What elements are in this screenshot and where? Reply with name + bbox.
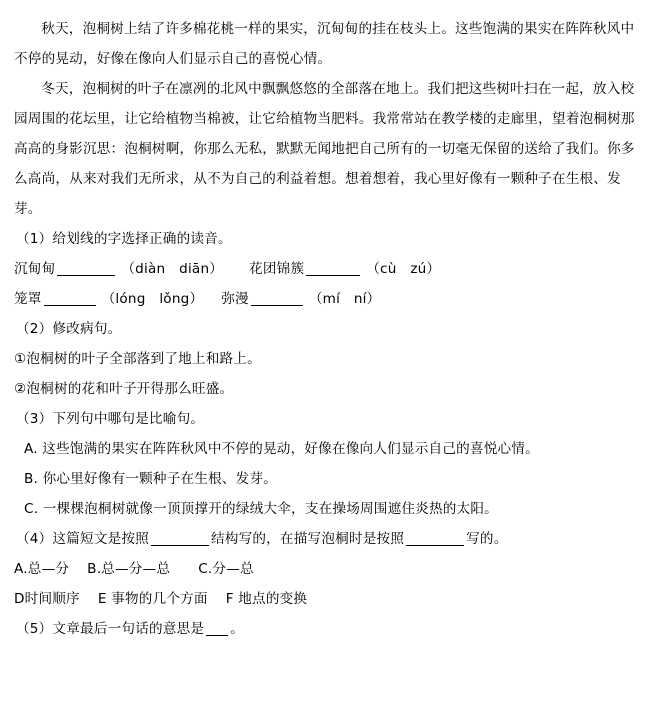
option-e[interactable]: E 事物的几个方面 <box>97 591 208 607</box>
question-5-title <box>14 614 637 644</box>
question-4-text: 写的。 <box>466 531 508 547</box>
option-f[interactable]: F 地点的变换 <box>225 591 308 607</box>
option-d[interactable]: D时间顺序 <box>14 591 80 607</box>
question-5-text: （5）文章最后一句话的意思是 <box>16 621 205 637</box>
question-3-title: （3）下列句中哪句是比喻句。 <box>16 411 205 427</box>
word: 沉甸甸 <box>14 261 56 277</box>
pinyin-options: （diàn diān） <box>121 261 224 277</box>
answer-blank[interactable] <box>251 291 303 306</box>
answer-blank[interactable] <box>44 291 96 306</box>
option-b[interactable]: B.总—分—总 <box>87 561 171 577</box>
question-4-text: （4）这篇短文是按照 <box>16 531 149 547</box>
question-4-text: 结构写的，在描写泡桐时是按照 <box>211 531 405 547</box>
passage-paragraph-2: 冬天，泡桐树的叶子在凛冽的北风中飘飘悠悠的全部落在地上。我们把这些树叶扫在一起，放入校园周围的花坛里，让它给植物当棉被，让它给植物当肥料。我常常站在教学楼的走廊里，望着泡桐树那高高的身影沉思：泡桐树啊，你那么无私，默默无闻地把自己所有的一切毫无保留的送给了我们。你多么高尚，从来对我们无所求，从不为自己的利益着想。想着想着，我心里好像有一颗种子在生根、发芽。 <box>14 81 635 217</box>
word: 弥漫 <box>221 291 249 307</box>
answer-blank[interactable] <box>406 531 464 546</box>
pinyin-options: （cù zú） <box>366 261 441 277</box>
question-5-text: 。 <box>230 621 244 637</box>
pinyin-options: （lóng lǒng） <box>101 291 204 307</box>
answer-blank[interactable] <box>206 621 228 636</box>
question-page <box>14 14 637 644</box>
question-4-options-row-2 <box>14 584 637 614</box>
option-c[interactable]: C.分—总 <box>198 561 254 577</box>
answer-blank[interactable] <box>57 261 115 276</box>
option-a[interactable]: A.总—分 <box>14 561 70 577</box>
answer-blank[interactable] <box>151 531 209 546</box>
question-2-title: （2）修改病句。 <box>16 321 122 337</box>
passage-paragraph-1: 秋天，泡桐树上结了许多棉花桃一样的果实，沉甸甸的挂在枝头上。这些饱满的果实在阵阵秋风中不停的晃动，好像在像向人们显示自己的喜悦心情。 <box>14 21 635 67</box>
option-a[interactable]: A. 这些饱满的果实在阵阵秋风中不停的晃动，好像在像向人们显示自己的喜悦心情。 <box>24 441 539 457</box>
pinyin-options: （mí ní） <box>308 291 381 307</box>
sentence-2: ②泡桐树的花和叶子开得那么旺盛。 <box>14 381 234 397</box>
option-b[interactable]: B. 你心里好像有一颗种子在生根、发芽。 <box>24 471 278 487</box>
question-1-row-2 <box>14 284 637 314</box>
answer-blank[interactable] <box>306 261 360 276</box>
word: 笼罩 <box>14 291 42 307</box>
sentence-1: ①泡桐树的叶子全部落到了地上和路上。 <box>14 351 261 367</box>
word: 花团锦簇 <box>249 261 305 277</box>
option-c[interactable]: C. 一棵棵泡桐树就像一顶顶撑开的绿绒大伞，支在操场周围遮住炎热的太阳。 <box>24 501 498 517</box>
question-1-row-1 <box>14 254 637 284</box>
question-4-options-row-1 <box>14 554 637 584</box>
question-4-title <box>14 524 637 554</box>
question-1-title: （1）给划线的字选择正确的读音。 <box>16 231 232 247</box>
